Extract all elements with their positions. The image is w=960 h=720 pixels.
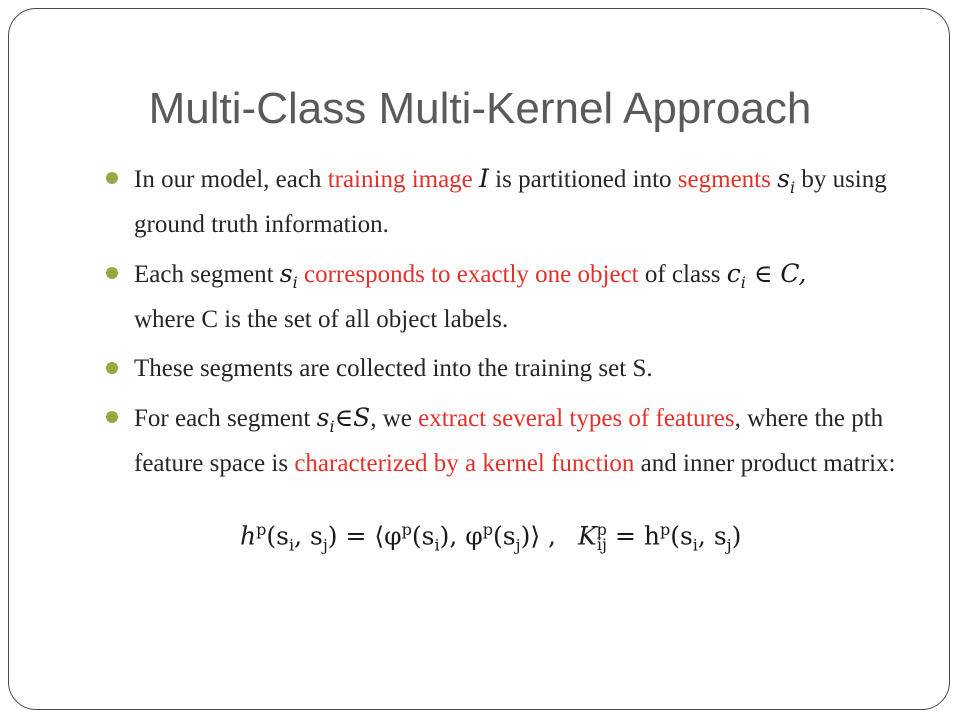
math-symbol: $s_i$	[279, 259, 298, 292]
highlight-text: corresponds to exactly one object	[297, 261, 639, 288]
bullet-3	[106, 350, 946, 387]
bullet-text: These segments are collected into the training set S.	[134, 355, 653, 382]
highlight-text: segments	[677, 166, 771, 193]
math-symbol: $s_i\in S$	[316, 403, 371, 436]
math-symbol: $c_i$ ∈ C,	[726, 259, 807, 292]
bullet-dot	[106, 411, 118, 423]
bullet-text: and inner product matrix:	[634, 450, 896, 477]
bullet-dot	[106, 267, 118, 279]
bullet-1	[106, 160, 946, 243]
highlight-text: training image	[327, 166, 473, 193]
highlight-text: characterized by a kernel function	[294, 450, 635, 477]
bullet-dot	[106, 362, 118, 374]
bullet-list	[106, 160, 946, 494]
bullet-text: is partitioned into	[488, 166, 678, 193]
bullet-2	[106, 255, 946, 338]
bullet-text: For each segment	[134, 405, 317, 432]
kernel-formula: $h^p(s_i$, $s_j$) = $⟨\varphi^p(s_i)$, $\varphi^p(s_j)⟩$ , $K^p_{ij} = h^p(s_i$, $s_j$)	[240, 520, 742, 555]
bullet-text: of class	[638, 261, 727, 288]
bullet-4	[106, 399, 946, 482]
bullet-text: , where the pth feature space is	[134, 405, 884, 477]
highlight-text: extract several types of features	[418, 405, 735, 432]
bullet-text: , we	[370, 405, 419, 432]
bullet-text: where C is the set of all object labels.	[134, 306, 509, 333]
bullet-dot	[106, 172, 118, 184]
bullet-text: by using ground truth information.	[134, 166, 887, 238]
math-symbol: I	[479, 164, 489, 193]
slide-title: Multi-Class Multi-Kernel Approach	[148, 84, 812, 133]
math-symbol: $s_i$	[777, 164, 796, 197]
bullet-text: Each segment	[134, 261, 280, 288]
bullet-text: In our model, each	[134, 166, 328, 193]
